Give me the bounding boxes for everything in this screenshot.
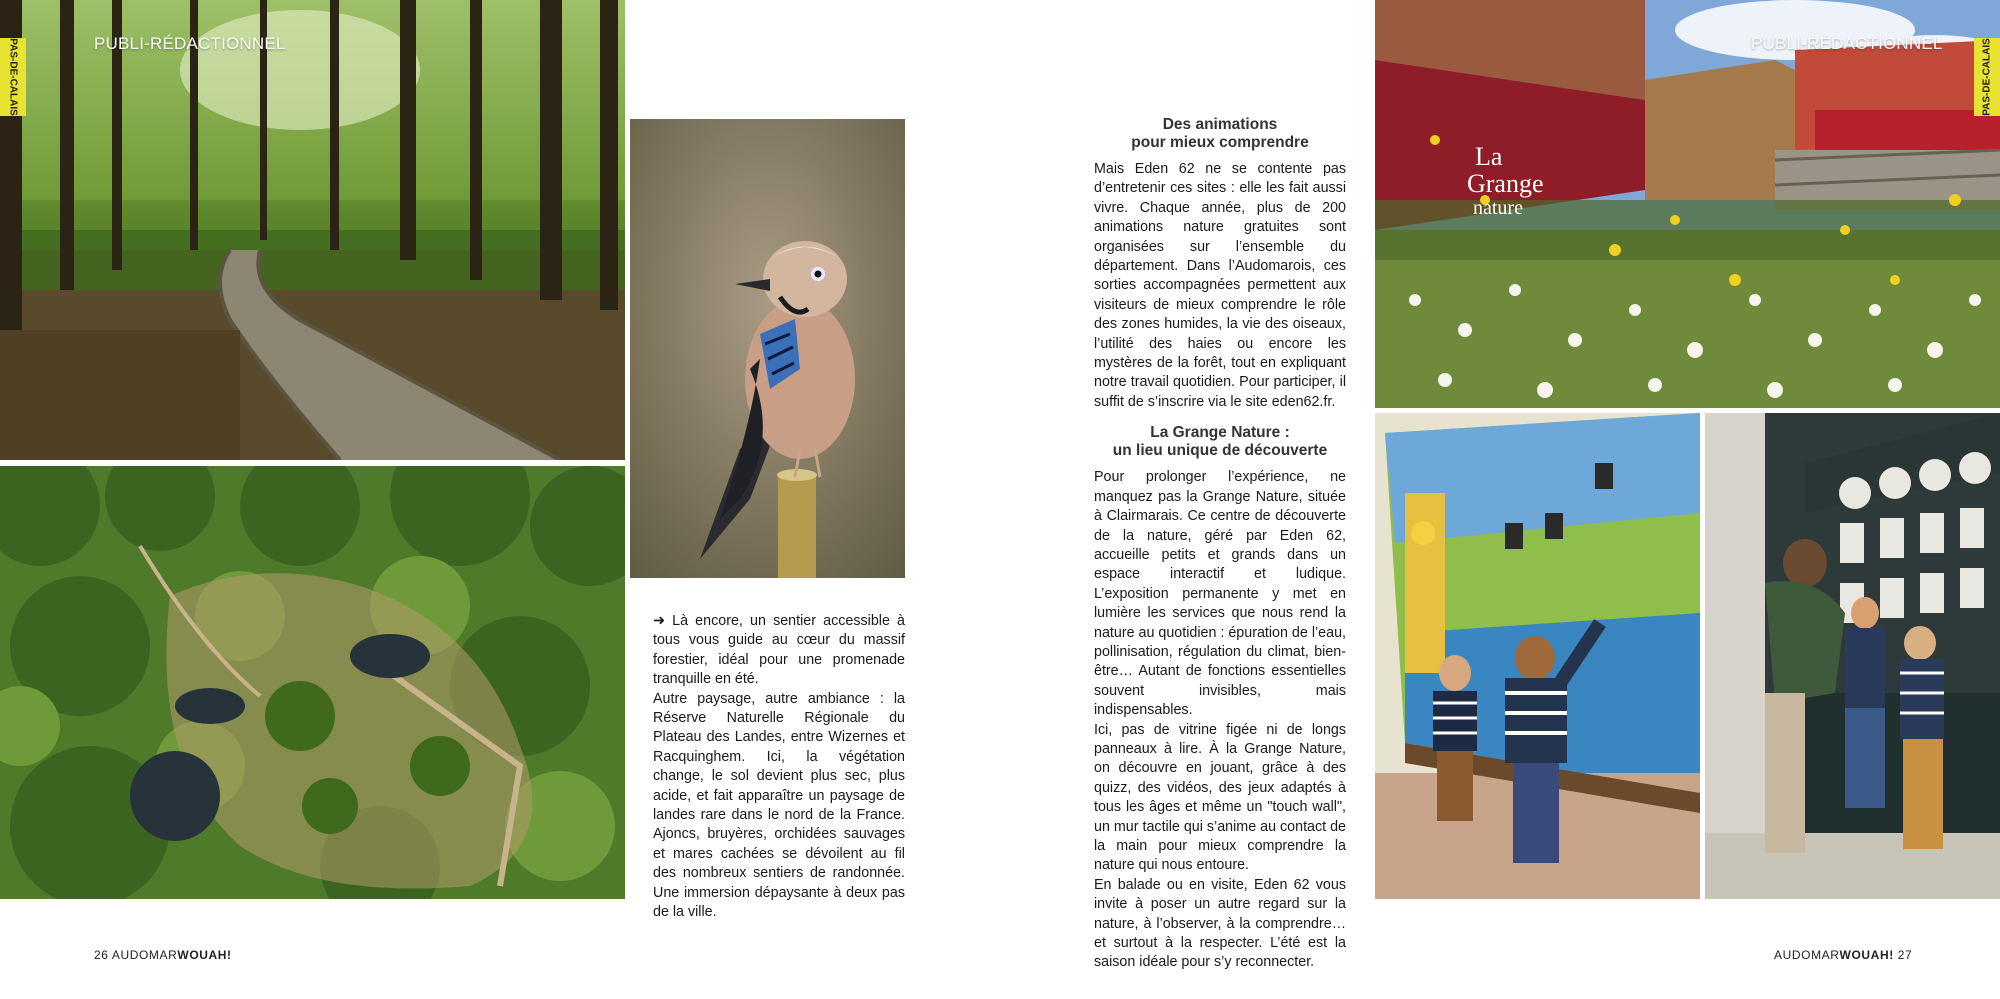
kids-interactive-wall-photo xyxy=(1375,413,1700,899)
family-exhibition-photo xyxy=(1705,413,2000,899)
right-paragraph-2: Pour prolonger l’expérience, ne manquez pas la Grange Nature, située à Clairmarais. Ce centre de découverte de la nature, géré par Eden 62, accueille petits et grands dans un espace interactif et ludique. L’exposition permanente y met en lumière les services que nous rend la nature au quotidien : épuration de l’eau, pollinisation, régulation du climat, bien-être… Autant de fonctions essentielles souvent invisibles, mais indispensables. xyxy=(1094,469,1346,719)
aerial-moorland-photo xyxy=(0,466,625,899)
right-text-column xyxy=(1094,116,1346,973)
heading-animations-line2: pour mieux comprendre xyxy=(1131,134,1309,151)
heading-grange-line2: un lieu unique de découverte xyxy=(1112,442,1328,460)
side-tab-left-label: PAS-DE-CALAIS xyxy=(7,38,19,116)
grange-sign-line2: Grange xyxy=(1467,169,1544,198)
footer-right xyxy=(1774,948,1912,962)
footer-left-brand: AUDOMAR xyxy=(111,948,178,962)
right-paragraph-1: Mais Eden 62 ne se contente pas d’entretenir ces sites : elle les fait aussi vivre. Chaque année, plus de 200 animations nature gratuites sont organisées sur l’ensemble du département. Dans l’Audomarois, ces sorties accompagnées permettent aux visiteurs de mieux comprendre le rôle des zones humides, la vie des oiseaux, l’utilité des haies ou encore les mystères de la forêt, tout en expliquant notre travail quotidien. Pour participer, il suffit de s’inscrire via le site eden62.fr. xyxy=(1094,161,1346,410)
heading-animations-line1: Des animations xyxy=(1162,116,1278,133)
footer-left-page-number: 26 xyxy=(94,948,109,962)
right-paragraph-4: En balade ou en visite, Eden 62 vous invite à poser un autre regard sur la nature, à l’observer, à la comprendre… et surtout à la respecter. L’été est la saison idéale pour s’y reconnecter. xyxy=(1094,876,1346,971)
heading-grange-nature xyxy=(1094,424,1346,460)
grange-sign-line1: La xyxy=(1475,142,1503,171)
side-tab-left xyxy=(0,38,26,116)
footer-right-brand-bold: WOUAH! xyxy=(1839,948,1894,962)
grange-sign-line3: nature xyxy=(1473,197,1523,219)
right-paragraph-3: Ici, pas de vitrine figée ni de longs panneaux à lire. À la Grange Nature, on découvre en jouant, grâce à des quizz, des vidéos, des jeux adaptés à tous les âges et même un "touch wall", un mur tactile qui s’anime au contact de la main pour mieux comprendre la nature qui nous entoure. xyxy=(1094,721,1346,874)
footer-left-brand-bold: WOUAH! xyxy=(177,948,232,962)
forest-boardwalk-photo xyxy=(0,0,625,460)
middle-text-column xyxy=(653,612,905,923)
header-label-right: PUBLI-RÉDACTIONNEL xyxy=(1751,34,1943,53)
footer-left xyxy=(94,948,232,962)
middle-paragraph-1: ➜ Là encore, un sentier accessible à tous vous guide au cœur du massif forestier, idéal pour une promenade tranquille en été. xyxy=(653,613,905,688)
heading-animations xyxy=(1094,116,1346,152)
jay-bird-photo xyxy=(630,119,905,578)
middle-paragraph-2: Autre paysage, autre ambiance : la Réserve Naturelle Régionale du Plateau des Landes, entre Wizernes et Racquinghem. Ici, la végétation change, le sol devient plus sec, plus acide, et fait apparaître un paysage de landes rare dans le nord de la France. Ajoncs, bruyères, orchidées sauvages et mares cachées se dévoilent au fil des nombreux sentiers de randonnée. Une immersion dépaysante à deux pas de la ville. xyxy=(653,690,905,921)
footer-right-brand: AUDOMAR xyxy=(1774,948,1840,962)
grange-nature-building-photo xyxy=(1375,0,2000,408)
heading-grange-line1: La Grange Nature : xyxy=(1150,424,1290,442)
header-label-left: PUBLI-RÉDACTIONNEL xyxy=(94,34,286,53)
footer-right-page-number: 27 xyxy=(1897,948,1913,962)
side-tab-right-label: PAS-DE-CALAIS xyxy=(1981,38,1993,116)
side-tab-right xyxy=(1974,38,2000,116)
